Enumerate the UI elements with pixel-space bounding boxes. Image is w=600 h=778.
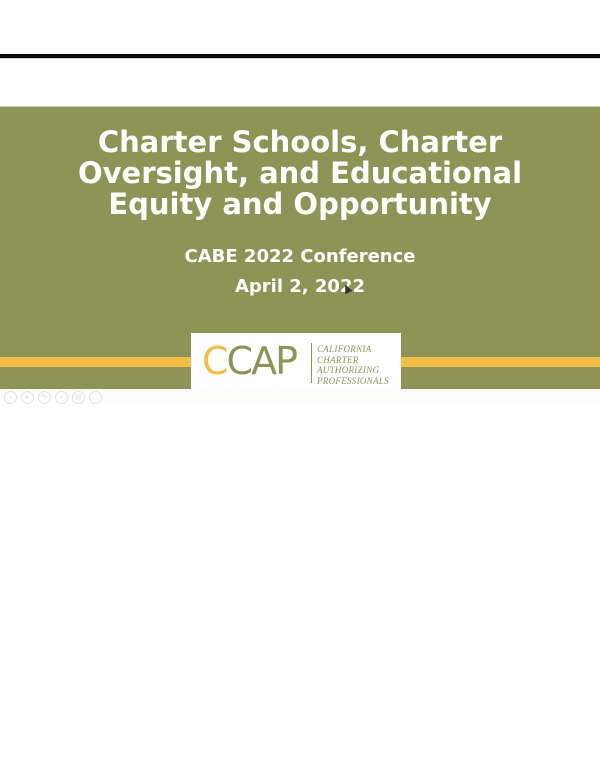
slide-subtitle <box>0 242 600 302</box>
conference-name: CABE 2022 Conference <box>184 246 416 267</box>
top-border-shadow <box>0 58 600 59</box>
player-controls <box>4 391 102 404</box>
logo-mark-c: C <box>202 339 227 383</box>
slides-icon[interactable]: ▤ <box>72 391 85 404</box>
logo-mark-cap: CAP <box>226 339 296 383</box>
logo-text-line: PROFESSIONALS <box>317 375 389 386</box>
ccap-logo-mark <box>202 341 296 381</box>
conference-date: April 2, 2022 <box>234 276 366 297</box>
title-line-2: Oversight, and Educational <box>77 156 523 190</box>
logo-text-line: CHARTER <box>317 354 359 365</box>
presentation-slide[interactable] <box>0 107 600 389</box>
logo-text-line: CALIFORNIA <box>317 344 372 354</box>
logo-wordmark <box>317 344 389 386</box>
more-icon[interactable]: … <box>89 391 102 404</box>
title-line-1: Charter Schools, Charter <box>97 125 503 159</box>
prev-icon[interactable]: ‹ <box>4 391 17 404</box>
play-icon[interactable]: ▸ <box>21 391 34 404</box>
logo-text-line: AUTHORIZING <box>317 365 380 375</box>
title-line-3: Equity and Opportunity <box>108 187 492 221</box>
ccap-logo <box>191 333 401 389</box>
zoom-icon[interactable]: ⌕ <box>55 391 68 404</box>
slide-title <box>0 127 600 220</box>
pen-icon[interactable]: ✎ <box>38 391 51 404</box>
logo-divider <box>311 343 312 383</box>
